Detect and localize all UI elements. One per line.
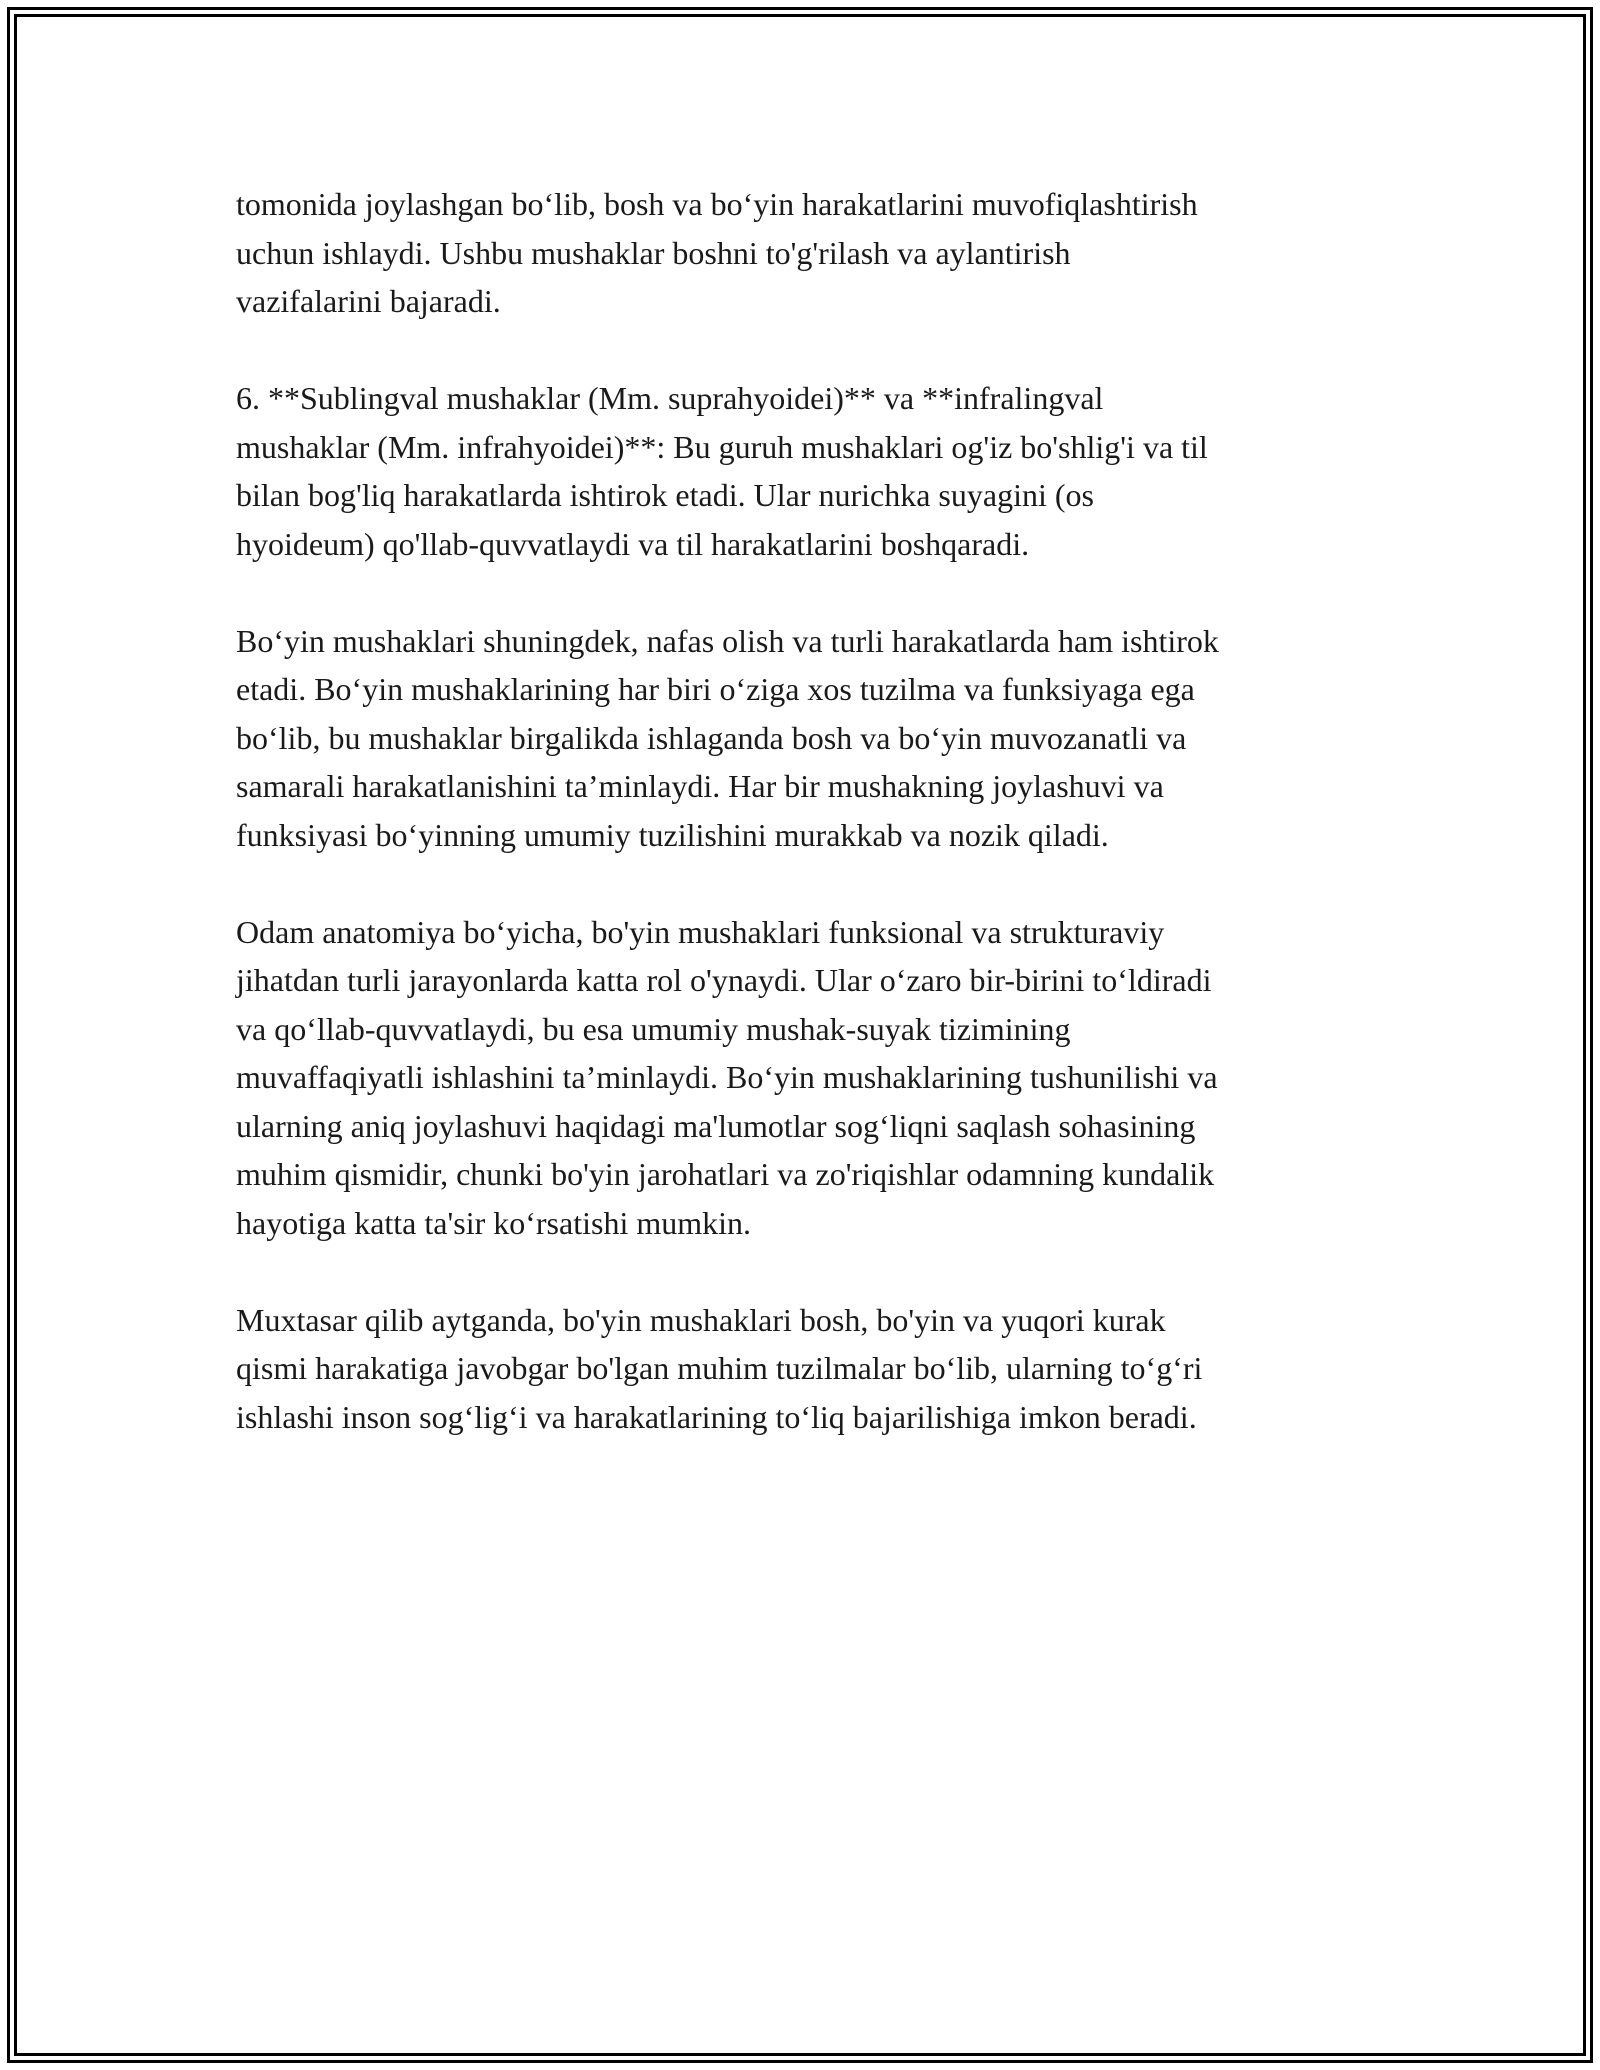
paragraph-anatomy-role: Odam anatomiya bo‘yicha, bo'yin mushaklari funksional va strukturaviy jihatdan turli jarayonlarda katta rol o'ynaydi. Ular o‘zaro bir-birini to‘ldiradi va qo‘llab-quvvatlaydi, bu esa umumiy mushak-suyak tizimining muvaffaqiyatli ishlashini ta’minlaydi. Bo‘yin mushaklarining tushunilishi va ularning aniq joylashuvi haqidagi ma'lumotlar sog‘liqni saqlash sohasining muhim qismidir, chunki bo'yin jarohatlari va zo'riqishlar odamning kundalik hayotiga katta ta'sir ko‘rsatishi mumkin.	[236, 913, 1218, 1241]
paragraph-summary: Muxtasar qilib aytganda, bo'yin mushaklari bosh, bo'yin va yuqori kurak qismi harakatiga javobgar bo'lgan muhim tuzilmalar bo‘lib, ularning to‘g‘ri ishlashi inson sog‘lig‘i va harakatlarining to‘liq bajarilishiga imkon beradi.	[236, 1301, 1203, 1435]
document-body	[236, 180, 1371, 1490]
paragraph-neck-muscles-breathing: Bo‘yin mushaklari shuningdek, nafas olish va turli harakatlarda ham ishtirok etadi. Bo‘yin mushaklarining har biri o‘ziga xos tuzilma va funksiyaga ega bo‘lib, bu mushaklar birgalikda ishlaganda bosh va bo‘yin muvozanatli va samarali harakatlanishini ta’minlaydi. Har bir mushakning joylashuvi va funksiyasi bo‘yinning umumiy tuzilishini murakkab va nozik qiladi.	[236, 622, 1219, 853]
paragraph-sublingual-muscles: 6. **Sublingval mushaklar (Mm. suprahyoidei)** va **infralingval mushaklar (Mm. infrahyoidei)**: Bu guruh mushaklari og'iz bo'shlig'i va til bilan bog'liq harakatlarda ishtirok etadi. Ular nurichka suyagini (os hyoideum) qo'llab-quvvatlaydi va til harakatlarini boshqaradi.	[236, 380, 1208, 562]
paragraph-muscle-function-intro: tomonida joylashgan bo‘lib, bosh va bo‘yin harakatlarini muvofiqlashtirish uchun ishlaydi. Ushbu mushaklar boshni to'g'rilash va aylantirish vazifalarini bajaradi.	[236, 186, 1198, 319]
